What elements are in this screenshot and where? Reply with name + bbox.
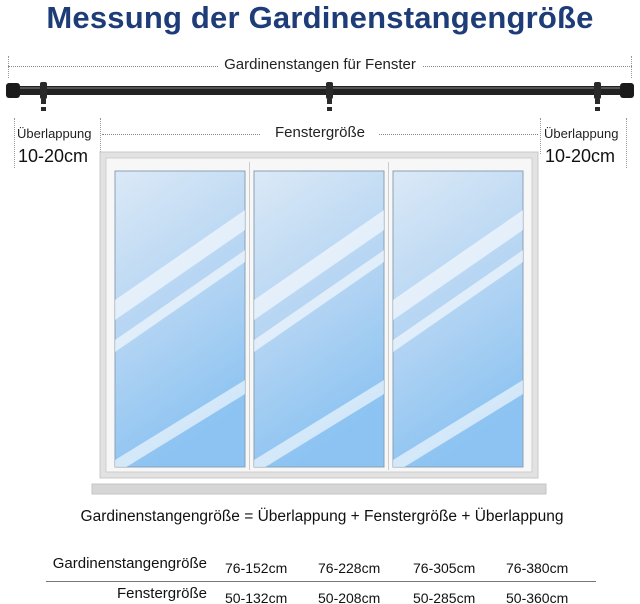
- rod-label: Gardinenstangen für Fenster: [218, 56, 422, 73]
- table-cell: 50-132cm: [225, 590, 288, 604]
- formula-text: Gardinenstangengröße = Überlappung + Fenstergröße + Überlappung: [80, 508, 564, 525]
- overlap-left-value: 10-20cm: [18, 146, 89, 166]
- table-cell: 76-380cm: [506, 560, 569, 576]
- page-title: Messung der Gardinenstangengröße: [46, 0, 594, 35]
- window-label-wrap: [0, 124, 640, 142]
- window-label: Fenstergröße: [261, 124, 379, 141]
- rod-label-wrap: [0, 56, 640, 74]
- table-header-rod-size: Gardinenstangengröße: [52, 555, 207, 572]
- table-cell: 50-285cm: [413, 590, 476, 604]
- overlap-left-label: Überlappung: [17, 126, 92, 141]
- table-divider: [46, 581, 596, 582]
- table-cell: 50-208cm: [318, 590, 381, 604]
- window-illustration: [90, 150, 552, 496]
- table-cell: 76-152cm: [225, 560, 288, 576]
- table-cell: 50-360cm: [506, 590, 569, 604]
- overlap-right-label: Überlappung: [544, 126, 619, 141]
- table-cell: 76-305cm: [413, 560, 476, 576]
- table-cell: 76-228cm: [318, 560, 381, 576]
- table-header-window-size: Fenstergröße: [116, 585, 207, 602]
- curtain-rod-icon: [0, 78, 640, 118]
- overlap-right-value: 10-20cm: [545, 146, 616, 166]
